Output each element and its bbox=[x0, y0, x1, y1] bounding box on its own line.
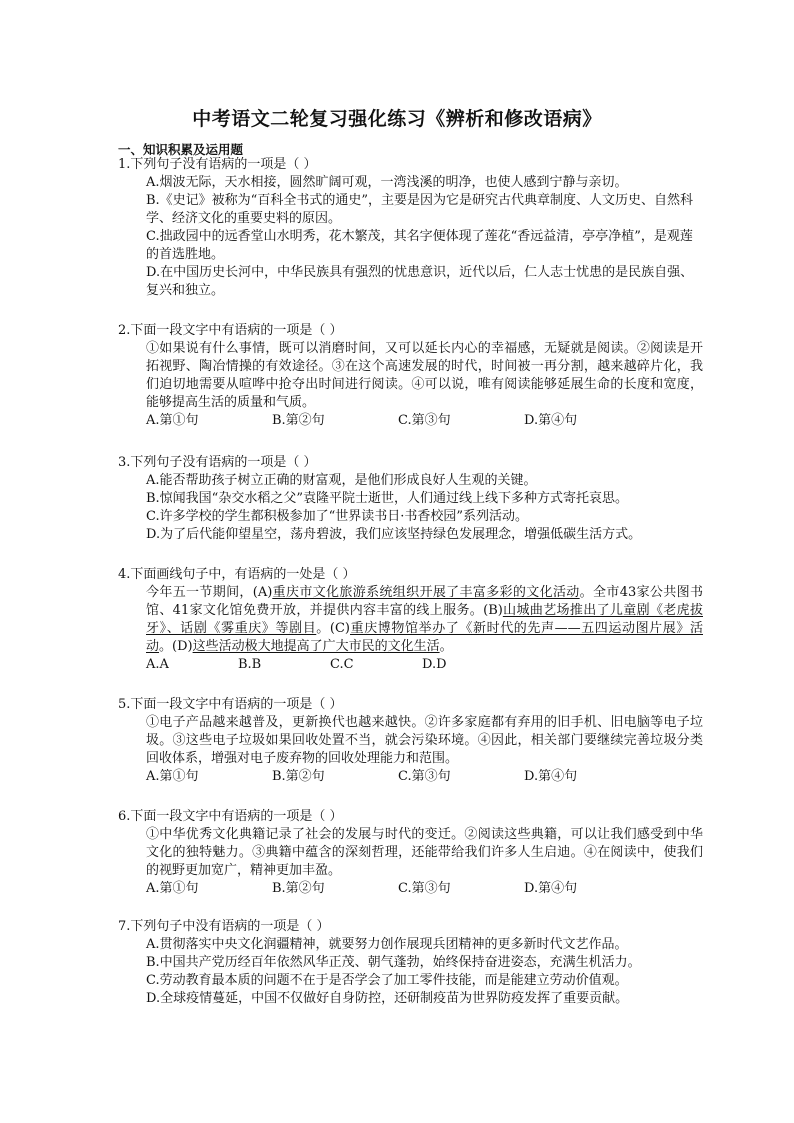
document-title: 中考语文二轮复习强化练习《辨析和修改语病》 bbox=[192, 108, 602, 130]
underlined-sentence-b: 山城曲艺场推出了儿童剧《老虎拔牙》、话剧《雾重庆》等剧目 bbox=[146, 603, 703, 636]
question-stem: 5.下面一段文字中有语病的一项是（ ） bbox=[118, 697, 343, 712]
option-b: B.第②句 bbox=[272, 881, 325, 896]
options-row bbox=[118, 880, 703, 898]
options-row bbox=[118, 656, 703, 674]
question-3 bbox=[118, 454, 703, 544]
question-stem: 6.下面一段文字中有语病的一项是（ ） bbox=[118, 809, 343, 824]
question-stem: 4.下面画线句子中，有语病的一处是（ ） bbox=[118, 567, 356, 582]
option-c: C.第③句 bbox=[398, 881, 451, 896]
option-c: C.拙政园中的远香堂山水明秀，花木繁茂，其名字便体现了莲花“香远益清，亭亭净植”，是观莲的首选胜地。 bbox=[146, 229, 693, 262]
question-stem: 1.下列句子没有语病的一项是（ ） bbox=[118, 157, 317, 172]
option-a: A.第①句 bbox=[146, 769, 199, 784]
passage-text: 。(D) bbox=[159, 639, 193, 654]
question-stem: 2.下面一段文字中有语病的一项是（ ） bbox=[118, 323, 343, 338]
underlined-sentence-a: 重庆市文化旅游系统组织开展了丰富多彩的文化活动 bbox=[272, 585, 580, 600]
question-6 bbox=[118, 808, 703, 898]
passage-text: 。全市43家公共图书馆、41家文化馆免费开放，并提供内容丰富的线上服务。(B) bbox=[146, 585, 703, 618]
option-c: C.许多学校的学生都积极参加了“世界读书日·书香校园”系列活动。 bbox=[146, 509, 529, 524]
question-passage: ①如果说有什么事情，既可以消磨时间，又可以延长内心的幸福感，无疑就是阅读。②阅读是开拓视野、陶冶情操的有效途径。③在这个高速发展的时代，时间被一再分割，越来越碎片化，我们迫切地需要从喧哗中抢夺出时间进行阅读。④可以说，唯有阅读能够延展生命的长度和宽度，能够提高生活的质量和气质。 bbox=[146, 341, 703, 410]
option-a: A.烟波无际，天水相接，圆然旷阔可观，一湾浅溪的明净，也使人感到宁静与亲切。 bbox=[146, 175, 628, 190]
question-passage bbox=[146, 584, 703, 656]
underlined-sentence-c: 重庆博物馆举办了《新时代的先声——五四运动图片展》活动 bbox=[146, 621, 703, 654]
option-d: D.为了后代能仰望星空，荡舟碧波，我们应该坚持绿色发展理念，增强低碳生活方式。 bbox=[146, 527, 642, 542]
section-heading: 一、知识积累及运用题 bbox=[118, 142, 244, 157]
option-d: D.在中国历史长河中，中华民族具有强烈的忧患意识，近代以后，仁人志士忧患的是民族自强、复兴和独立。 bbox=[146, 265, 694, 298]
question-passage: ①电子产品越来越普及，更新换代也越来越快。②许多家庭都有弃用的旧手机、旧电脑等电子垃圾。③这些电子垃圾如果回收处置不当，就会污染环境。④因此，相关部门要继续完善垃圾分类回收体系，增强对电子废弃物的回收处理能力和范围。 bbox=[146, 715, 703, 766]
option-c: C.第③句 bbox=[398, 769, 451, 784]
question-stem: 3.下列句子没有语病的一项是（ ） bbox=[118, 455, 317, 470]
option-b: B.B bbox=[238, 657, 262, 672]
question-5 bbox=[118, 696, 703, 786]
option-b: B.第②句 bbox=[272, 413, 325, 428]
question-stem: 7.下列句子中没有语病的一项是（ ） bbox=[118, 919, 330, 934]
options-row bbox=[118, 412, 703, 430]
question-1 bbox=[118, 156, 703, 300]
underlined-sentence-d: 这些活动极大地提高了广大市民的文化生活 bbox=[192, 639, 440, 654]
option-b: B.中国共产党历经百年依然风华正茂、朝气蓬勃，始终保持奋进姿态，充满生机活力。 bbox=[146, 955, 641, 970]
option-d: D.全球疫情蔓延，中国不仅做好自身防控，还研制疫苗为世界防疫发挥了重要贡献。 bbox=[146, 991, 629, 1006]
options-row bbox=[118, 768, 703, 786]
question-4 bbox=[118, 566, 703, 674]
passage-text: 。(C) bbox=[316, 621, 350, 636]
option-c: C.C bbox=[330, 657, 354, 672]
option-d: D.第④句 bbox=[524, 881, 578, 896]
passage-text: 。 bbox=[439, 639, 453, 654]
option-a: A.A bbox=[146, 657, 169, 672]
option-c: C.劳动教育最本质的问题不在于是否学会了加工零件技能，而是能建立劳动价值观。 bbox=[146, 973, 628, 988]
option-a: A.第①句 bbox=[146, 881, 199, 896]
question-7 bbox=[118, 918, 703, 1008]
option-a: A.贯彻落实中央文化润疆精神，就要努力创作展现兵团精神的更多新时代文艺作品。 bbox=[146, 937, 628, 952]
option-d: D.第④句 bbox=[524, 413, 578, 428]
question-2 bbox=[118, 322, 703, 430]
passage-text: 今年五一节期间，(A) bbox=[146, 585, 273, 600]
question-passage: ①中华优秀文化典籍记录了社会的发展与时代的变迁。②阅读这些典籍，可以让我们感受到中华文化的独特魅力。③典籍中蕴含的深刻哲理，还能带给我们许多人生启迪。④在阅读中，使我们的视野更加宽广，精神更加丰盈。 bbox=[146, 827, 703, 878]
option-a: A.第①句 bbox=[146, 413, 199, 428]
option-a: A.能否帮助孩子树立正确的财富观，是他们形成良好人生观的关键。 bbox=[146, 473, 537, 488]
option-d: D.D bbox=[422, 657, 447, 672]
option-b: B.《史记》被称为“百科全书式的通史”，主要是因为它是研究古代典章制度、人文历史、自然科学、经济文化的重要史料的原因。 bbox=[146, 193, 693, 226]
option-c: C.第③句 bbox=[398, 413, 451, 428]
option-d: D.第④句 bbox=[524, 769, 578, 784]
option-b: B.惊闻我国“杂交水稻之父”袁隆平院士逝世，人们通过线上线下多种方式寄托哀思。 bbox=[146, 491, 628, 506]
option-b: B.第②句 bbox=[272, 769, 325, 784]
